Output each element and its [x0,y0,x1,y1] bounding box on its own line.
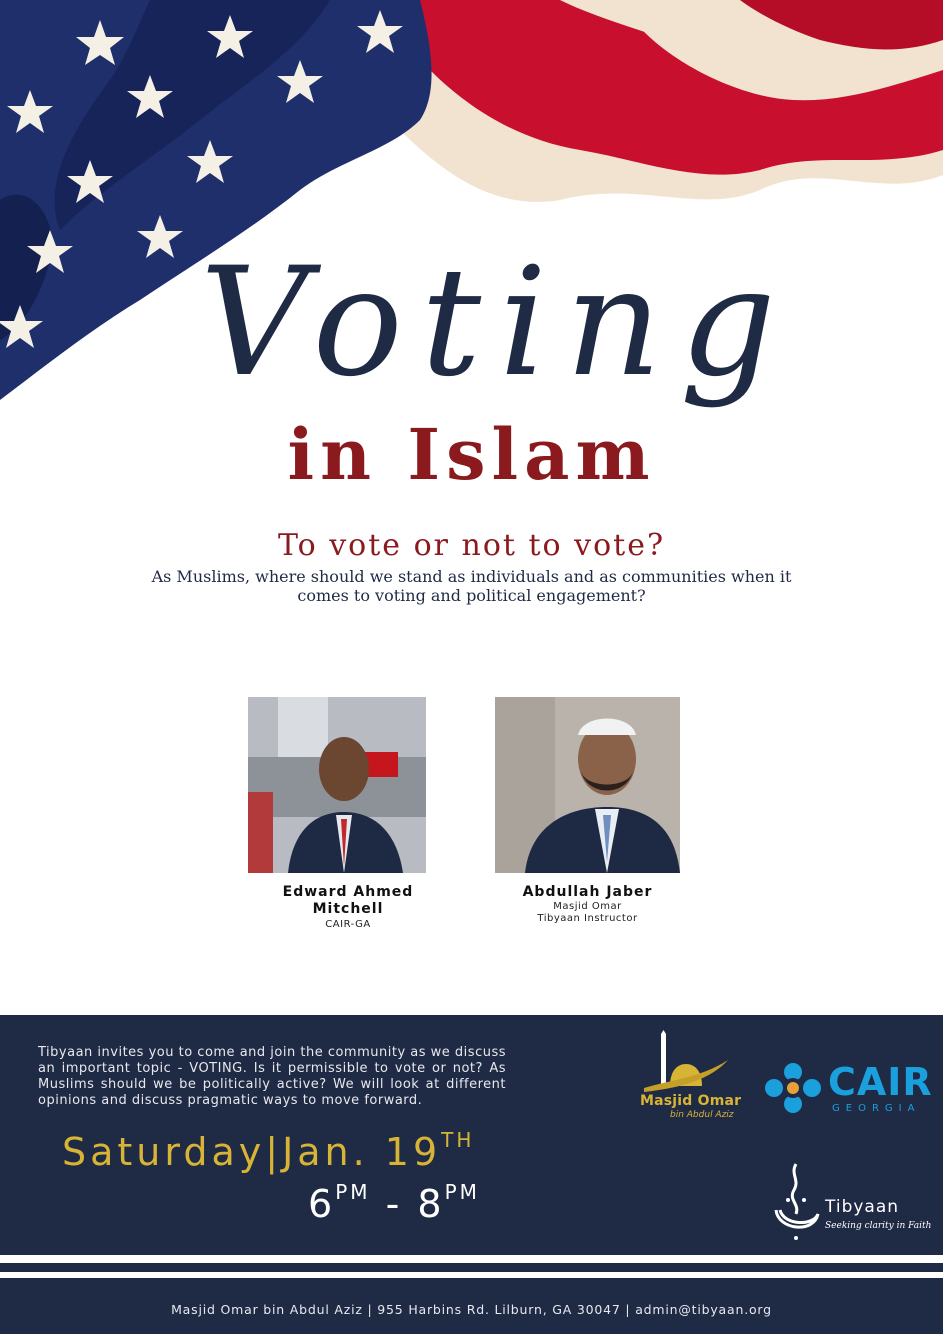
subtitle-text: As Muslims, where should we stand as individuals and as communities when it comes to voting and political engagement? [151,567,792,605]
event-date-value: Jan. 19 [282,1130,442,1174]
divider-stripe [0,1255,943,1263]
divider-stripe [0,1263,943,1272]
date-separator: | [265,1130,283,1174]
speaker-photo-abdullah [495,697,680,873]
cair-logo-emblem [764,1062,822,1114]
cair-sub: GEORGIA [832,1103,921,1114]
event-day: Saturday [62,1130,266,1174]
date-suffix: TH [441,1128,475,1152]
time-start-suffix: PM [335,1180,371,1204]
speaker-name-edward: Edward Ahmed Mitchell [282,884,414,917]
speaker-affiliation-edward: CAIR-GA [325,919,371,930]
speaker-affiliation-abdullah-2: Tibyaan Instructor [537,913,638,924]
title-in-islam: in Islam [287,413,656,496]
event-description: Tibyaan invites you to come and join the community as we discuss an important topic - VOTING. Is it permissible to vote or not? As Muslims should we be politically active? We will look at different opinions and discuss pragmatic ways to move forward. [38,1045,506,1108]
title-voting: Voting [200,236,794,410]
masjid-omar-name: Masjid Omar [640,1093,742,1109]
time-end: 8 [417,1182,445,1226]
speaker-photo-edward [248,697,426,873]
speaker-name-abdullah: Abdullah Jaber [522,884,653,900]
speaker-affiliation-abdullah-1: Masjid Omar [553,901,622,912]
tibyaan-name: Tibyaan [825,1197,900,1217]
cair-name: CAIR [828,1060,933,1104]
time-start: 6 [308,1182,336,1226]
event-time [308,1180,480,1226]
time-end-suffix: PM [444,1180,480,1204]
masjid-omar-sub: bin Abdul Aziz [670,1110,734,1120]
headline-question: To vote or not to vote? [277,528,666,563]
tibyaan-tagline: Seeking clarity in Faith [825,1221,932,1231]
time-dash: - [385,1182,403,1226]
footer-contact: Masjid Omar bin Abdul Aziz | 955 Harbins Rd. Lilburn, GA 30047 | admin@tibyaan.org [171,1302,772,1317]
masjid-omar-logo [640,1030,730,1094]
event-date [62,1128,474,1174]
tibyaan-logo-calligraphy [770,1160,822,1242]
